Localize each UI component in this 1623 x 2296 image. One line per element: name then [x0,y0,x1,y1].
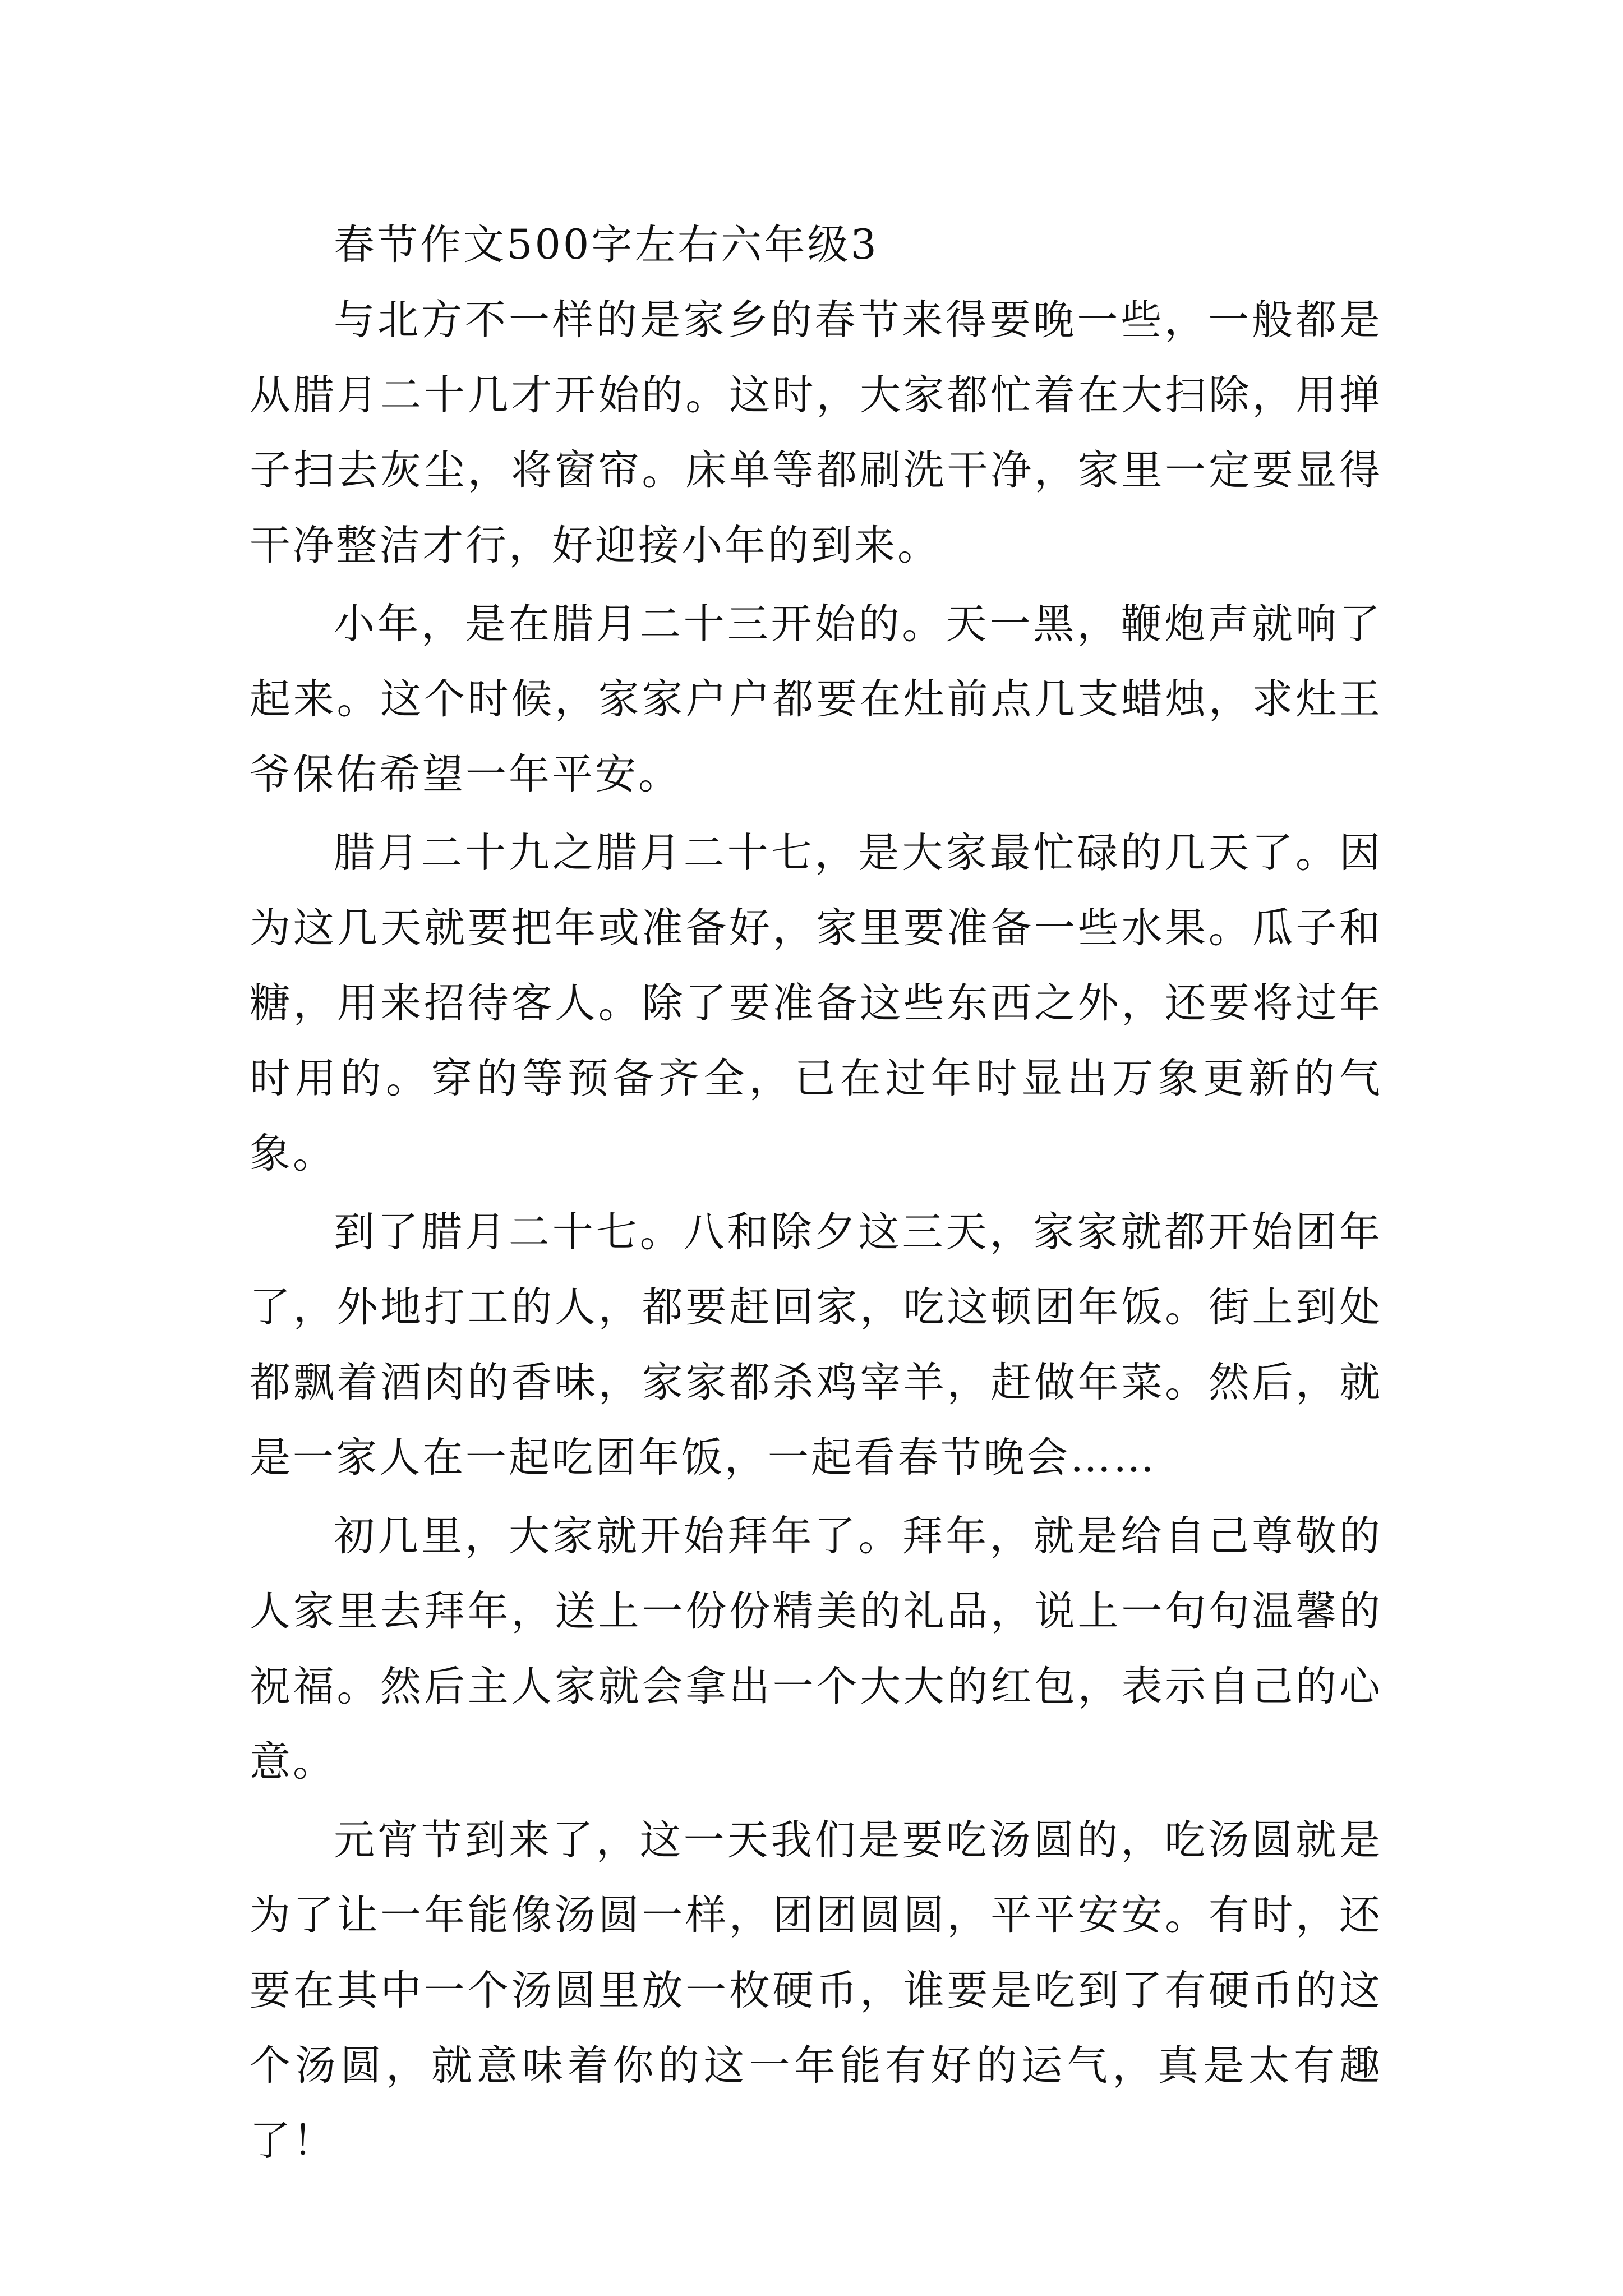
document-title: 春节作文500字左右六年级3 [334,221,879,269]
paragraph-little-new-year: 小年，是在腊月二十三开始的。天一黑，鞭炮声就响了起来。这个时候，家家户户都要在灶前点几支蜡烛，求灶王爷保佑希望一年平安。 [250,600,1382,798]
document-body [250,208,1382,2179]
paragraph-preparations: 腊月二十九之腊月二十七，是大家最忙碌的几天了。因为这几天就要把年或准备好，家里要准备一些水果。瓜子和糖，用来招待客人。除了要准备这些东西之外，还要将过年时用的。穿的等预备齐全，已在过年时显出万象更新的气象。 [250,829,1382,1177]
paragraph-reunion-dinner: 到了腊月二十七。八和除夕这三天，家家就都开始团年了，外地打工的人，都要赶回家，吃这顿团年饭。街上到处都飘着酒肉的香味，家家都杀鸡宰羊，赶做年菜。然后，就是一家人在一起吃团年饭，一起看春节晚会…… [250,1208,1382,1481]
paragraph-cleaning: 与北方不一样的是家乡的春节来得要晚一些，一般都是从腊月二十几才开始的。这时，大家都忙着在大扫除，用掸子扫去灰尘，将窗帘。床单等都刷洗干净，家里一定要显得干净整洁才行，好迎接小年的到来。 [250,296,1382,569]
paragraph-lantern-festival: 元宵节到来了，这一天我们是要吃汤圆的，吃汤圆就是为了让一年能像汤圆一样，团团圆圆，平平安安。有时，还要在其中一个汤圆里放一枚硬币，谁要是吃到了有硬币的这个汤圆，就意味着你的这一年能有好的运气，真是太有趣了！ [250,1816,1382,2165]
paragraph-new-year-visits: 初几里，大家就开始拜年了。拜年，就是给自己尊敬的人家里去拜年，送上一份份精美的礼品，说上一句句温馨的祝福。然后主人家就会拿出一个大大的红包，表示自己的心意。 [250,1512,1382,1786]
